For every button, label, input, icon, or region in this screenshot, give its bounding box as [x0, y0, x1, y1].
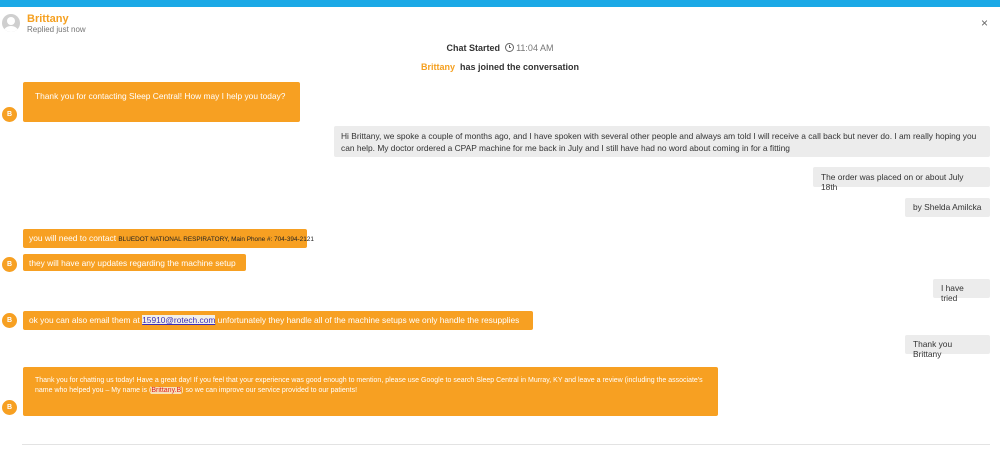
user-message	[905, 335, 990, 359]
associate-name: Brittany.B	[151, 387, 182, 394]
message-text: they will have any updates regarding the machine setup	[29, 258, 236, 268]
agent-avatar: B	[2, 313, 17, 328]
message-text: I have tried	[941, 283, 964, 303]
message-text: unfortunately they handle all of the machine setups we only handle the resupplies	[217, 315, 520, 325]
message-text: Hi Brittany, we spoke a couple of months ago, and I have spoken with several other people and always am told I will receive a call back but never do. I am really hoping you can help. My doctor ordered a CPAP machine for me back in July and I still have had no word about coming in for a fitting	[341, 131, 977, 153]
message-text: Thank you for chatting us today! Have a great day! If you feel that your experience was good enough to mention, please use Google to search Sleep Central in Murray, KY and leave a review (including the associate's name who helped you – My name is (	[35, 377, 703, 394]
user-message	[933, 279, 990, 303]
email-link[interactable]: 15910@rotech.com	[142, 315, 216, 325]
agent-message	[23, 311, 533, 330]
close-icon[interactable]: ×	[980, 16, 988, 30]
message-text: Thank you Brittany	[913, 339, 953, 359]
agent-avatar: B	[2, 107, 17, 122]
agent-avatar: B	[2, 400, 17, 415]
joined-text: has joined the conversation	[460, 62, 580, 72]
top-bar	[0, 0, 1000, 7]
agent-message	[23, 229, 314, 248]
chat-header	[0, 7, 1000, 39]
joined-agent-name: Brittany	[420, 62, 455, 72]
user-icon	[2, 14, 20, 32]
clock-icon	[505, 43, 514, 52]
message-text: Thank you for contacting Sleep Central! How may I help you today?	[35, 91, 286, 101]
message-text: you will need to contact	[29, 233, 117, 243]
user-message	[813, 167, 990, 192]
agent-message	[23, 82, 300, 122]
message-text: by Shelda Amilcka	[913, 202, 982, 212]
message-text: ok you can also email them at	[29, 315, 140, 325]
joined-row	[0, 62, 1000, 72]
agent-message	[23, 254, 246, 271]
agent-name: Brittany	[27, 13, 69, 25]
contact-detail: BLUEDOT NATIONAL RESPIRATORY, Main Phone #: 704-394-2121	[118, 236, 314, 243]
chat-started-time: 11:04 AM	[516, 43, 554, 53]
chat-started-label: Chat Started	[446, 43, 501, 53]
user-message	[334, 126, 990, 157]
message-text: ) so we can improve our service provided to our patients!	[181, 387, 358, 394]
agent-status: Replied just now	[27, 25, 86, 34]
agent-avatar: B	[2, 257, 17, 272]
chat-started-row	[0, 43, 1000, 53]
message-text: The order was placed on or about July 18th	[821, 172, 964, 192]
divider	[22, 444, 990, 445]
agent-message	[23, 367, 718, 416]
user-message	[905, 198, 990, 217]
